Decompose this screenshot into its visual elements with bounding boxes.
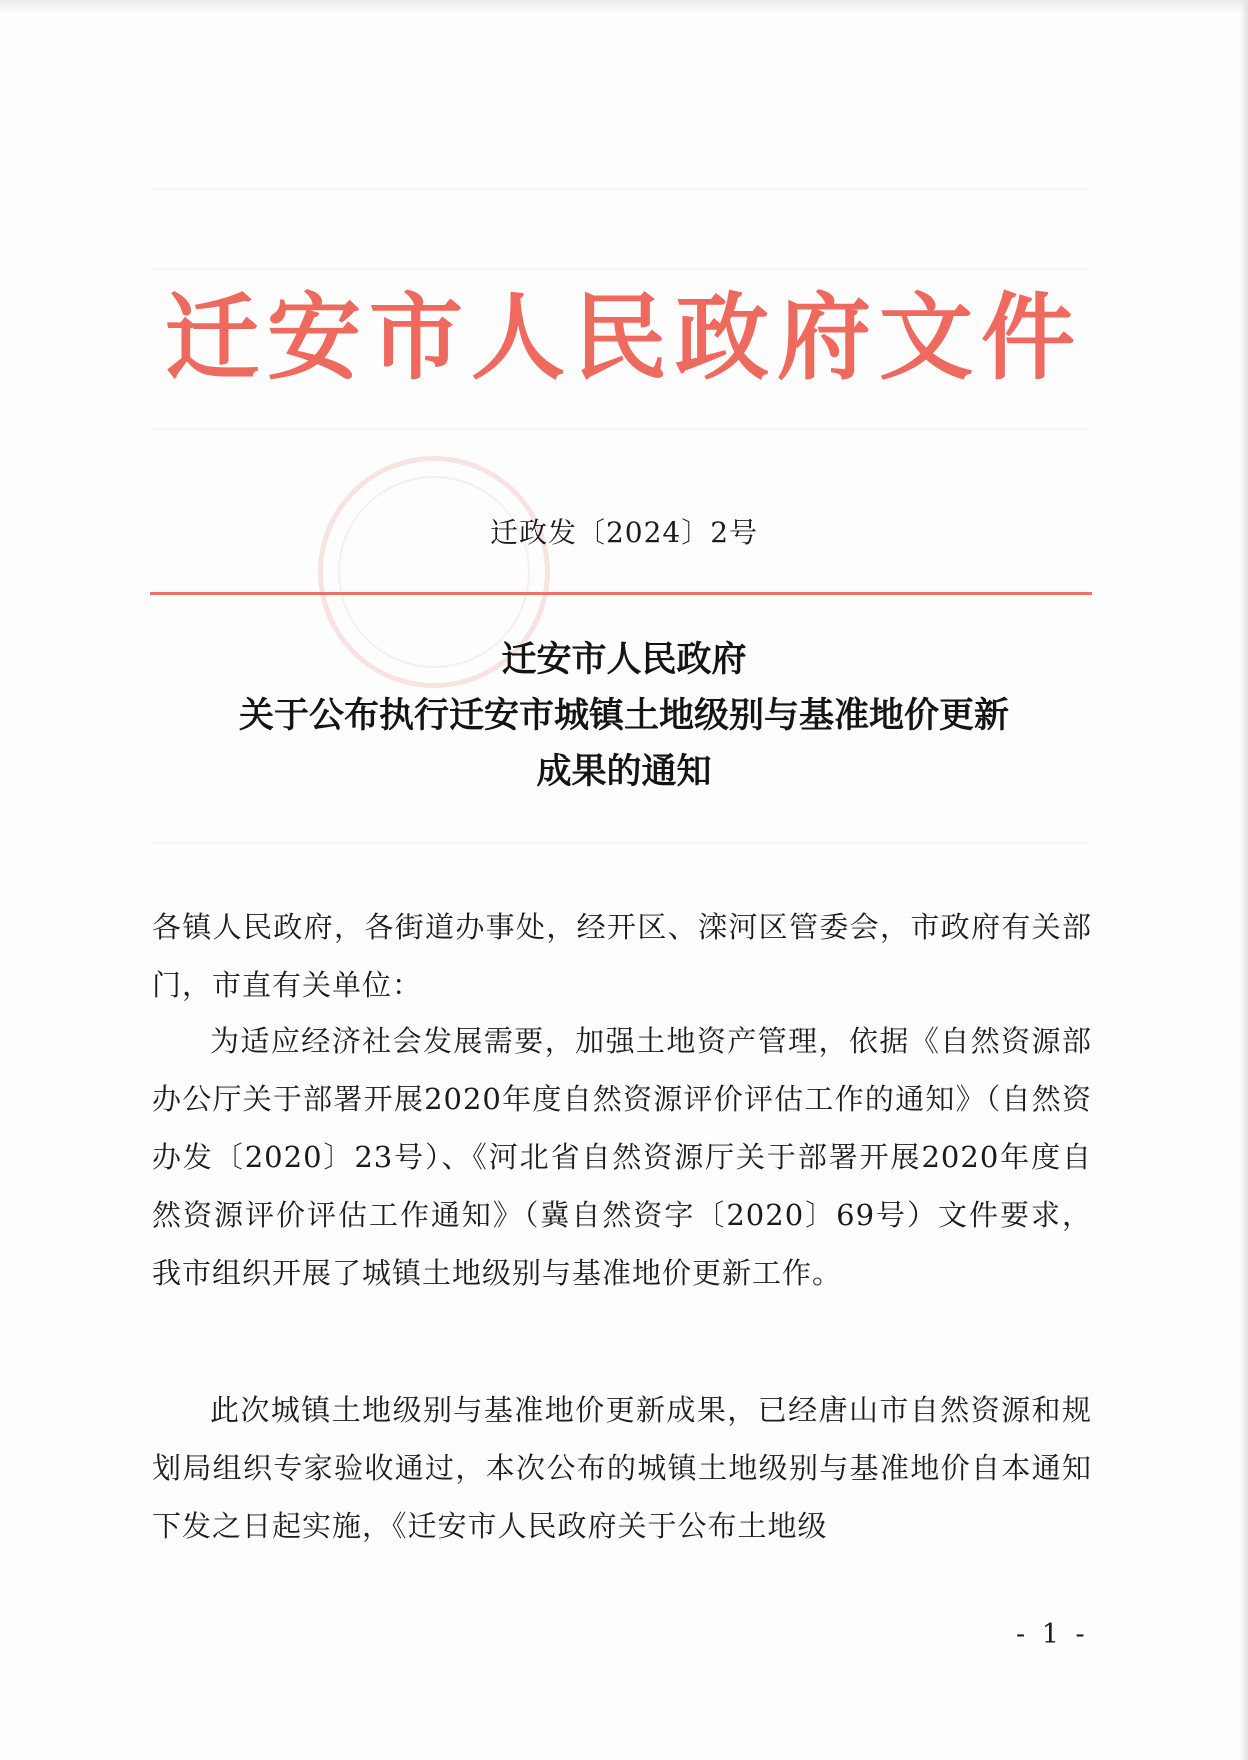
red-separator-rule bbox=[150, 592, 1092, 595]
scan-edge-right bbox=[1240, 0, 1248, 1760]
bleed-through-line bbox=[150, 842, 1090, 844]
title-line: 成果的通知 bbox=[536, 752, 712, 792]
bleed-through-line bbox=[150, 268, 1090, 270]
title-line: 关于公布执行迁安市城镇土地级别与基准地价更新 bbox=[238, 696, 1009, 736]
addressee: 各镇人民政府，各街道办事处，经开区、滦河区管委会，市政府有关部门，市直有关单位： bbox=[152, 910, 1092, 1002]
document-number: 迁政发〔2024〕2号 bbox=[489, 516, 759, 549]
document-title bbox=[0, 632, 1248, 800]
body-paragraph: 此次城镇土地级别与基准地价更新成果，已经唐山市自然资源和规划局组织专家验收通过，本次公布的城镇土地级别与基准地价自本通知下发之日起实施，《迁安市人民政府关于公布土地级 bbox=[152, 1393, 1092, 1543]
page-number: - 1 - bbox=[1016, 1619, 1089, 1650]
body-paragraph: 为适应经济社会发展需要，加强土地资产管理，依据《自然资源部办公厅关于部署开展2020年度自然资源评价评估工作的通知》（自然资办发〔2020〕23号）、《河北省自然资源厅关于部署开展2020年度自然资源评价评估工作通知》（冀自然资字〔2020〕69号）文件要求，我市组织开展了城镇土地级别与基准地价更新工作。 bbox=[152, 1024, 1092, 1290]
bleed-through-line bbox=[150, 188, 1090, 190]
bleed-through-line bbox=[150, 428, 1090, 430]
scan-edge-top bbox=[0, 0, 1248, 14]
title-line: 迁安市人民政府 bbox=[501, 640, 747, 680]
document-masthead: 迁安市人民政府文件 bbox=[164, 283, 1083, 393]
